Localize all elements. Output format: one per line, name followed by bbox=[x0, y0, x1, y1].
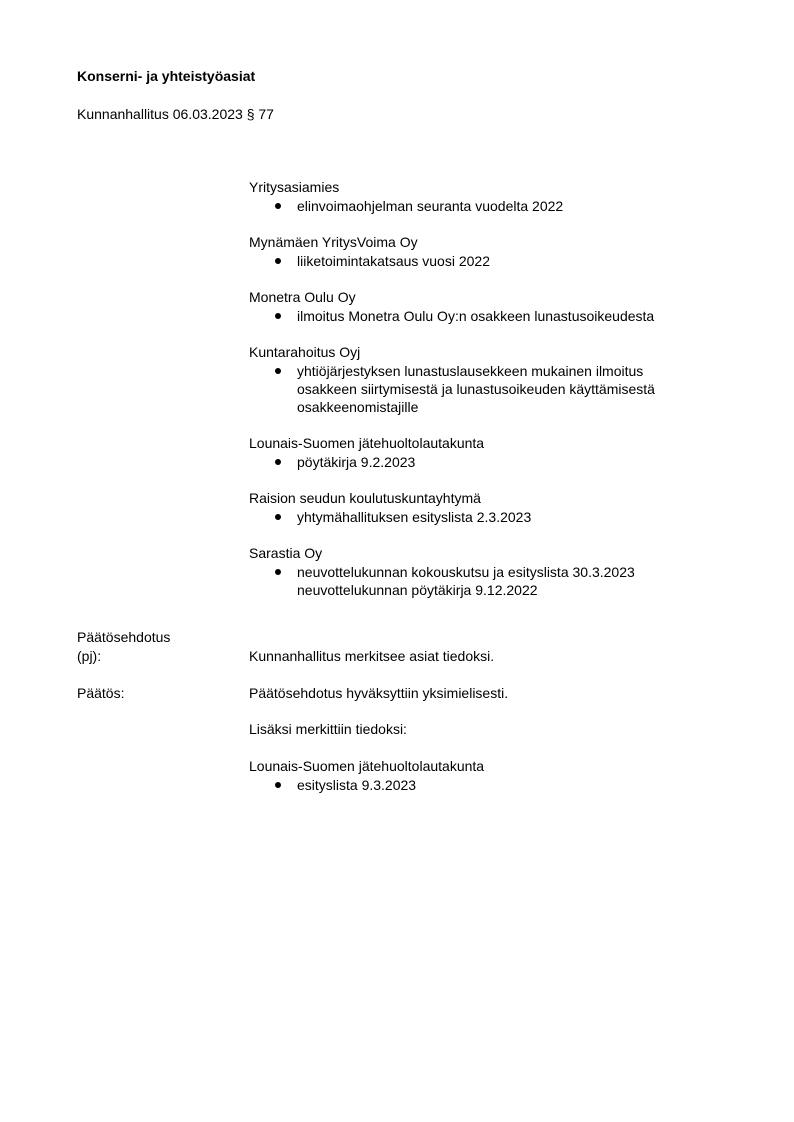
bullet-item: pöytäkirja 9.2.2023 bbox=[297, 453, 719, 471]
decision-text: Päätösehdotus hyväksyttiin yksimielisesti. bbox=[249, 685, 509, 701]
notice-section bbox=[249, 489, 719, 526]
proposal-text: Kunnanhallitus merkitsee asiat tiedoksi. bbox=[249, 648, 495, 664]
notice-section bbox=[249, 343, 719, 416]
bullet-list bbox=[249, 362, 719, 416]
bullet-list bbox=[249, 453, 719, 471]
organization-name: Lounais-Suomen jätehuoltolautakunta bbox=[249, 435, 485, 451]
organization-name: Raision seudun koulutuskuntayhtymä bbox=[249, 490, 481, 506]
organization-name: Sarastia Oy bbox=[249, 545, 323, 561]
organization-name: Kuntarahoitus Oyj bbox=[249, 344, 361, 360]
notices-list bbox=[249, 178, 719, 617]
proposal-label-line1: Päätösehdotus bbox=[77, 629, 171, 645]
bullet-item: neuvottelukunnan kokouskutsu ja esityslista 30.3.2023 bbox=[297, 563, 719, 581]
notice-section bbox=[249, 544, 719, 599]
organization-name: Monetra Oulu Oy bbox=[249, 289, 356, 305]
notice-section bbox=[249, 178, 719, 215]
document-title: Konserni- ja yhteistyöasiat bbox=[77, 68, 256, 84]
bullet-list bbox=[249, 563, 719, 599]
bullet-item: yhtiöjärjestyksen lunastuslausekkeen mukainen ilmoitus osakkeen siirtymisestä ja lunastusoikeuden käyttämisestä osakkeenomistajille bbox=[297, 362, 707, 416]
decision-label: Päätös: bbox=[77, 685, 125, 701]
bullet-list bbox=[249, 776, 719, 794]
bullet-item: yhtymähallituksen esityslista 2.3.2023 bbox=[297, 508, 719, 526]
bullet-item: elinvoimaohjelman seuranta vuodelta 2022 bbox=[297, 197, 719, 215]
notice-section bbox=[249, 233, 719, 270]
bullet-item-continuation: neuvottelukunnan pöytäkirja 9.12.2022 bbox=[297, 582, 538, 598]
organization-name: Mynämäen YritysVoima Oy bbox=[249, 234, 418, 250]
bullet-item: ilmoitus Monetra Oulu Oy:n osakkeen lunastusoikeudesta bbox=[297, 307, 719, 325]
notice-section bbox=[249, 434, 719, 471]
proposal-label-line2: (pj): bbox=[77, 648, 102, 664]
bullet-list bbox=[249, 197, 719, 215]
notice-section bbox=[249, 288, 719, 325]
bullet-item: esityslista 9.3.2023 bbox=[297, 776, 719, 794]
bullet-list bbox=[249, 508, 719, 526]
bullet-list bbox=[249, 252, 719, 270]
meeting-reference: Kunnanhallitus 06.03.2023 § 77 bbox=[77, 106, 274, 122]
bullet-item: liiketoimintakatsaus vuosi 2022 bbox=[297, 252, 719, 270]
organization-name: Lounais-Suomen jätehuoltolautakunta bbox=[249, 758, 485, 774]
additional-notice-text: Lisäksi merkittiin tiedoksi: bbox=[249, 721, 407, 737]
additional-notice-section bbox=[249, 757, 719, 794]
bullet-list bbox=[249, 307, 719, 325]
organization-name: Yritysasiamies bbox=[249, 179, 340, 195]
